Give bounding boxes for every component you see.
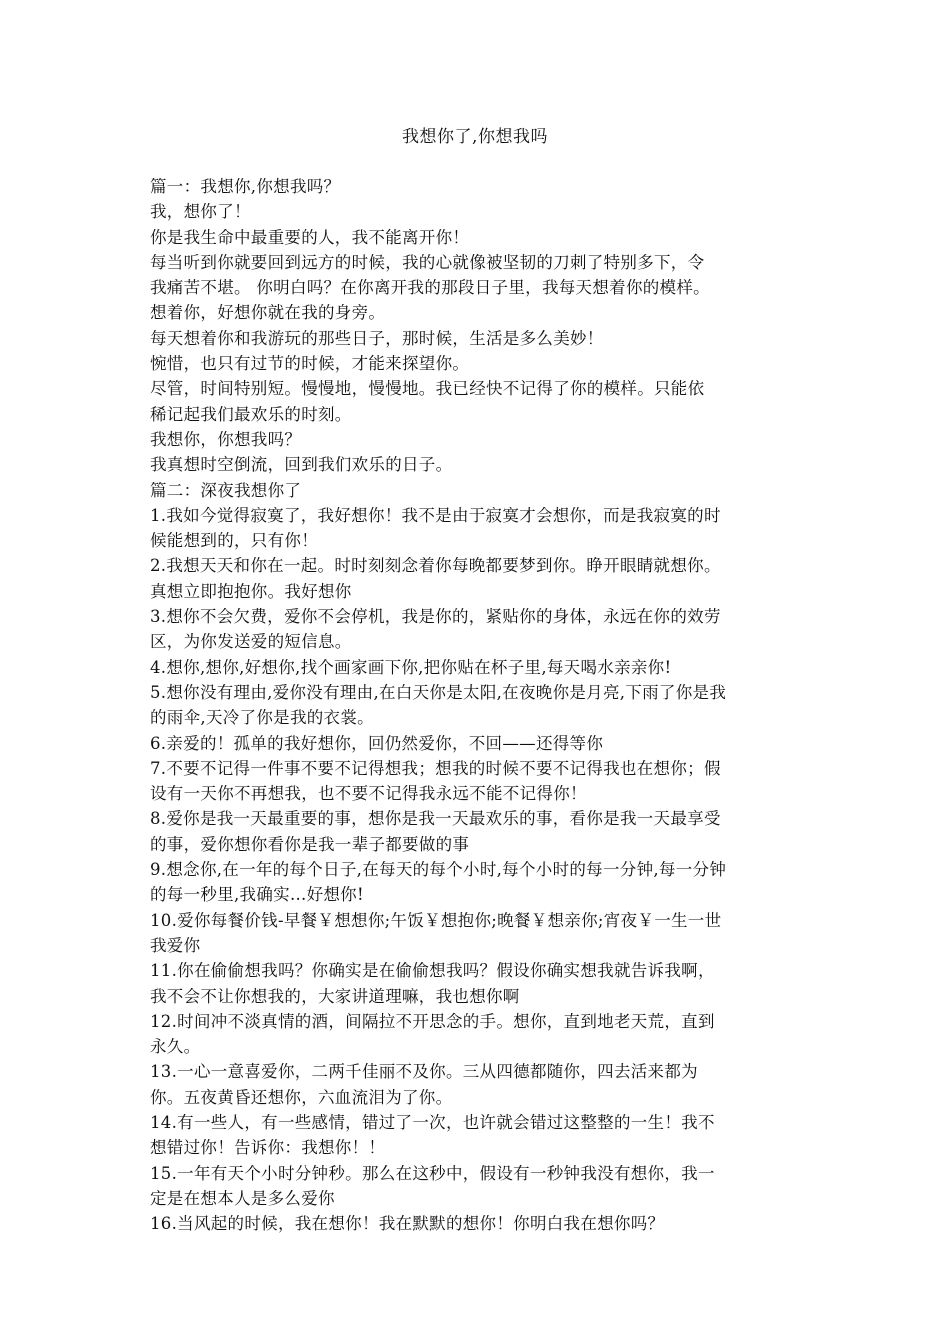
text-line: 我，想你了！: [150, 202, 251, 222]
text-line: 定是在想本人是多么爱你: [150, 1188, 335, 1208]
text-line: 设有一天你不再想我，也不要不记得我永远不能不记得你！: [150, 784, 587, 804]
text-line: 1.我如今觉得寂寞了，我好想你！我不是由于寂寞才会想你，而是我寂寞的时: [150, 505, 721, 525]
text-line: 我真想时空倒流，回到我们欢乐的日子。: [150, 455, 453, 475]
text-line: 的每一秒里,我确实...好想你!: [150, 885, 364, 905]
text-line: 篇二：深夜我想你了: [150, 480, 302, 500]
text-line: 篇一：我想你,你想我吗？: [150, 177, 341, 196]
text-line: 想错过你！告诉你：我想你！！: [150, 1138, 386, 1158]
text-line: 真想立即抱抱你。我好想你: [150, 581, 352, 601]
text-line: 12.时间冲不淡真情的酒，间隔拉不开思念的手。想你，直到地老天荒，直到: [150, 1011, 715, 1031]
text-line: 候能想到的，只有你！: [150, 531, 318, 551]
text-line: 每当听到你就要回到远方的时候，我的心就像被坚韧的刀刺了特别多下，令: [150, 252, 705, 272]
text-line: 5.想你没有理由,爱你没有理由,在白天你是太阳,在夜晚你是月亮,下雨了你是我: [150, 682, 727, 702]
text-line: 想着你，好想你就在我的身旁。: [150, 303, 386, 323]
text-line: 永久。: [150, 1037, 201, 1057]
text-line: 我爱你: [150, 935, 201, 955]
text-line: 2.我想天天和你在一起。时时刻刻念着你每晚都要梦到你。睁开眼睛就想你。: [150, 556, 721, 576]
text-line: 3.想你不会欠费，爱你不会停机，我是你的，紧贴你的身体，永远在你的效劳: [150, 607, 721, 627]
text-line: 你是我生命中最重要的人，我不能离开你！: [150, 227, 470, 247]
text-line: 8.爱你是我一天最重要的事，想你是我一天最欢乐的事，看你是我一天最享受: [150, 809, 721, 829]
text-line: 14.有一些人，有一些感情，错过了一次，也许就会错过这整整的一生！我不: [150, 1112, 715, 1132]
text-line: 区，为你发送爱的短信息。: [150, 632, 352, 652]
text-line: 的事，爱你想你看你是我一辈子都要做的事: [150, 834, 470, 854]
text-line: 我想你，你想我吗？: [150, 429, 302, 449]
text-line: 13.一心一意喜爱你，二两千佳丽不及你。三从四德都随你，四去活来都为: [150, 1062, 698, 1082]
text-line: 10.爱你每餐价钱-早餐￥想想你;午饭￥想抱你;晚餐￥想亲你;宵夜￥一生一世: [150, 910, 722, 930]
text-line: 16.当风起的时候，我在想你！我在默默的想你！你明白我在想你吗？: [150, 1214, 665, 1234]
text-line: 11.你在偷偷想我吗？你确实是在偷偷想我吗？假设你确实想我就告诉我啊，: [150, 961, 715, 981]
text-line: 4.想你,想你,好想你,找个画家画下你,把你贴在杯子里,每天喝水亲亲你!: [150, 657, 672, 677]
text-line: 尽管，时间特别短。慢慢地，慢慢地。我已经快不记得了你的模样。只能依: [150, 379, 705, 399]
text-line: 的雨伞,天冷了你是我的衣裳。: [150, 708, 374, 728]
text-line: 15.一年有天个小时分钟秒。那么在这秒中，假设有一秒钟我没有想你，我一: [150, 1163, 715, 1183]
text-line: 7.不要不记得一件事不要不记得想我；想我的时候不要不记得我也在想你；假: [150, 758, 721, 778]
text-line: 6.亲爱的！孤单的我好想你，回仍然爱你，不回——还得等你: [150, 733, 604, 753]
text-line: 你。五夜黄昏还想你，六血流泪为了你。: [150, 1087, 453, 1107]
text-line: 我痛苦不堪。 你明白吗？在你离开我的那段日子里，我每天想着你的模样。: [150, 278, 710, 298]
text-line: 惋惜，也只有过节的时候，才能来探望你。: [150, 354, 470, 374]
text-line: 我不会不让你想我的，大家讲道理嘛，我也想你啊: [150, 986, 520, 1006]
document-title: 我想你了,你想我吗: [402, 127, 548, 147]
text-line: 每天想着你和我游玩的那些日子，那时候，生活是多么美妙！: [150, 328, 604, 348]
text-line: 稀记起我们最欢乐的时刻。: [150, 404, 352, 424]
document-body: [150, 174, 802, 1236]
text-line: 9.想念你,在一年的每个日子,在每天的每个小时,每个小时的每一分钟,每一分钟: [150, 860, 727, 880]
